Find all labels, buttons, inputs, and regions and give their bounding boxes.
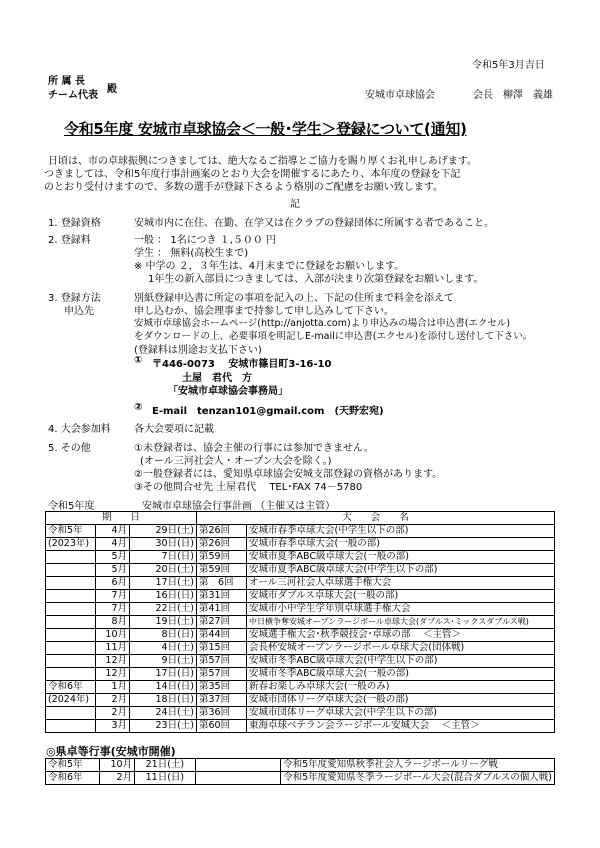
era-cell — [46, 603, 96, 616]
item4-label: 4. 大会参加料 — [48, 424, 111, 435]
item3-line-2: 申し込むか、協会理事まで持参して申し込みして下さい。 — [134, 306, 394, 317]
era-cell — [46, 720, 96, 733]
era-cell — [46, 564, 96, 577]
day-cell: 17日(土) — [130, 577, 197, 590]
item3-line-3: 安城市卓球協会ホームページ(http://anjotta.com)より申込みの場合は申込書(エクセル) — [134, 318, 511, 329]
month-cell: 5月 — [96, 564, 130, 577]
era-cell: (2023年) — [46, 538, 96, 551]
edition-cell: 第35回 — [197, 681, 247, 694]
month-cell: 2月 — [99, 772, 134, 785]
era-cell — [46, 642, 96, 655]
schedule-row — [46, 707, 555, 720]
item2-line-1: 一般 ： 1名につき １,５００ 円 — [134, 235, 277, 246]
edition-cell: 第37回 — [197, 694, 247, 707]
era-cell: (2024年) — [46, 694, 96, 707]
era-cell: 令和5年 — [46, 759, 100, 772]
day-cell: 4日(土) — [130, 642, 197, 655]
schedule-row — [46, 616, 555, 629]
month-cell: 7月 — [96, 590, 130, 603]
item2-label: 2. 登録料 — [48, 235, 91, 246]
edition-cell: 第26回 — [197, 538, 247, 551]
item3-sublabel: 申込先 — [64, 306, 94, 317]
edition-cell: 第57回 — [197, 655, 247, 668]
schedule-year: 令和5年度 — [48, 501, 95, 512]
schedule-row — [46, 681, 555, 694]
event-name-cell: 安城市小中学生学年別卓球選手権大会 — [247, 603, 555, 616]
event-name-cell: 安城市春季卓球大会(中学生以下の部) — [247, 525, 555, 538]
schedule-row — [46, 590, 555, 603]
address-mark: ① — [134, 355, 143, 366]
day-cell: 24日(土) — [130, 707, 197, 720]
edition-cell: 第44回 — [197, 629, 247, 642]
edition-cell: 第26回 — [197, 525, 247, 538]
addressee-line2: チーム代表 — [48, 90, 98, 101]
item3-label: 3. 登録方法 — [48, 293, 101, 304]
month-cell: 10月 — [99, 759, 134, 772]
edition-cell: 第31回 — [197, 590, 247, 603]
address-name: 土屋 君代 方 — [182, 373, 252, 384]
prefecture-row — [46, 772, 555, 785]
edition-cell: 第41回 — [197, 603, 247, 616]
edition-cell: 第60回 — [197, 720, 247, 733]
day-cell: 23日(土) — [130, 720, 197, 733]
event-name-cell: 会長杯安城オープンラージボール卓球大会(団体戦) — [247, 642, 555, 655]
month-cell: 5月 — [96, 551, 130, 564]
day-cell: 22日(土) — [130, 603, 197, 616]
day-cell: 30日(日) — [130, 538, 197, 551]
item1-label: 1. 登録資格 — [48, 218, 101, 229]
issue-date: 令和5年3月吉日 — [472, 60, 545, 71]
era-cell: 令和5年 — [46, 525, 96, 538]
era-cell — [46, 668, 96, 681]
intro-line-3: のとおり受付けますので、多数の選手が登録下さるよう格別のご配慮をお願い致します。 — [44, 182, 443, 193]
ki-mark: 記 — [290, 199, 300, 210]
event-name-cell: 安城市ダブルス卓球大会(一般の部) — [247, 590, 555, 603]
schedule-row — [46, 603, 555, 616]
edition-cell: 第 6回 — [197, 577, 247, 590]
day-cell: 14日(日) — [130, 681, 197, 694]
month-cell: 3月 — [96, 720, 130, 733]
day-cell: 19日(土) — [130, 616, 197, 629]
day-cell: 8日(日) — [130, 629, 197, 642]
edition-cell: 第36回 — [197, 707, 247, 720]
event-name-cell: 令和5年度愛知県冬季ラージボール大会(混合ダブルスの個人戦) — [281, 772, 555, 785]
schedule-row — [46, 564, 555, 577]
day-cell: 9日(土) — [130, 655, 197, 668]
blank-cell — [195, 759, 280, 772]
event-name-cell: 東海卓球ベテラン会ラージボール安城大会 ＜主管＞ — [247, 720, 555, 733]
schedule-row — [46, 668, 555, 681]
month-cell: 12月 — [96, 655, 130, 668]
edition-cell: 第57回 — [197, 668, 247, 681]
item5-line-4: ③その他問合せ先 土屋君代 TEL･FAX 74－5780 — [134, 482, 363, 493]
schedule-row — [46, 525, 555, 538]
event-name-cell: 中日横争奪安城オープンラージボール卓球大会(ダブルス･ミックスダブルス戦) — [247, 616, 555, 629]
era-cell: 令和6年 — [46, 681, 96, 694]
day-cell: 21日(土) — [135, 759, 196, 772]
event-name-cell: 令和5年度愛知県秋季社会人ラージボールリーグ戦 — [281, 759, 555, 772]
event-name-cell: 安城市冬季ABC級卓球大会(中学生以下の部) — [247, 655, 555, 668]
prefecture-row — [46, 759, 555, 772]
item5-line-2: (オール三河社会人・オープン大会を除く。) — [140, 456, 332, 467]
era-cell — [46, 655, 96, 668]
schedule-header-row — [46, 512, 555, 525]
address-office: 「安城市卓球協会事務局」 — [168, 386, 288, 397]
event-name-cell: 安城市春季卓球大会(一般の部) — [247, 538, 555, 551]
schedule-table — [45, 511, 555, 733]
item3-line-4: をダウンロードの上、必要事項を明記しE-mailに申込書(エクセル)を添付し送付して下さい。 — [134, 331, 533, 342]
item2-line-3: ※ 中学の ２，３年生は、4月末までに登録をお願いします。 — [134, 261, 405, 272]
item5-label: 5. その他 — [48, 443, 91, 454]
schedule-row — [46, 720, 555, 733]
month-cell: 8月 — [96, 616, 130, 629]
addressee-dono: 殿 — [107, 84, 117, 95]
day-cell: 16日(日) — [130, 590, 197, 603]
item3-line-5: (登録料は別途お支払下さい) — [134, 345, 262, 356]
month-cell: 2月 — [96, 694, 130, 707]
month-cell: 2月 — [96, 707, 130, 720]
event-name-cell: 安城市夏季ABC級卓球大会(中学生以下の部) — [247, 564, 555, 577]
month-cell: 6月 — [96, 577, 130, 590]
month-cell: 10月 — [96, 629, 130, 642]
day-cell: 11日(日) — [135, 772, 196, 785]
day-cell: 7日(日) — [130, 551, 197, 564]
event-name-cell: 安城市冬季ABC級卓球大会(一般の部) — [247, 668, 555, 681]
intro-line-1: 日頃は、市の卓球振興につきましては、絶大なるご指導とご協力を賜り厚くお礼申しあげます。 — [48, 156, 477, 167]
day-cell: 20日(土) — [130, 564, 197, 577]
page-title: 令和5年度 安城市卓球協会＜一般･学生＞登録について(通知) — [64, 120, 467, 138]
sender-person: 会長 柳澤 義雄 — [473, 90, 553, 101]
era-cell — [46, 590, 96, 603]
month-cell: 12月 — [96, 668, 130, 681]
schedule-row — [46, 538, 555, 551]
schedule-row — [46, 655, 555, 668]
day-cell: 29日(土) — [130, 525, 197, 538]
event-name-cell: 安城市団体リーグ卓球大会(一般の部) — [247, 694, 555, 707]
era-cell: 令和6年 — [46, 772, 100, 785]
month-cell: 4月 — [96, 525, 130, 538]
era-cell — [46, 629, 96, 642]
schedule-row — [46, 577, 555, 590]
edition-cell: 第15回 — [197, 642, 247, 655]
schedule-row — [46, 694, 555, 707]
month-cell: 1月 — [96, 681, 130, 694]
item5-line-3: ②一般登録者には、愛知県卓球協会安城支部登録の資格があります。 — [134, 469, 443, 480]
event-name-cell: 安城選手権大会･秋季競技会･卓球の部 ＜主管＞ — [247, 629, 555, 642]
schedule-title: 安城市卓球協会行事計画 （主催又は主管） — [142, 501, 336, 512]
item3-line-1: 別紙登録申込書に所定の事項を記入の上、下記の住所まで料金を添えて — [134, 293, 454, 304]
edition-cell: 第59回 — [197, 551, 247, 564]
era-cell — [46, 551, 96, 564]
edition-cell: 第27回 — [197, 616, 247, 629]
item2-line-2: 学生 ： 無料(高校生まで) — [134, 248, 249, 259]
col-name-header: 大 会 名 — [197, 512, 555, 525]
month-cell: 11月 — [96, 642, 130, 655]
item5-line-1: ①未登録者は、協会主催の行事には参加できません。 — [134, 443, 374, 454]
schedule-row — [46, 551, 555, 564]
event-name-cell: オール三河社会人卓球選手権大会 — [247, 577, 555, 590]
month-cell: 7月 — [96, 603, 130, 616]
era-cell — [46, 577, 96, 590]
addressee-line1: 所 属 長 — [48, 76, 85, 87]
month-cell: 4月 — [96, 538, 130, 551]
edition-cell: 第59回 — [197, 564, 247, 577]
schedule-row — [46, 629, 555, 642]
col-date-header: 期 日 — [46, 512, 197, 525]
day-cell: 17日(日) — [130, 668, 197, 681]
day-cell: 18日(日) — [130, 694, 197, 707]
mail-mark: ② — [134, 402, 143, 413]
item2-line-4: 1年生の新入部員につきましては、入部が決まり次第登録をお願いします。 — [148, 274, 484, 285]
event-name-cell: 新春お楽しみ卓球大会(一般のみ) — [247, 681, 555, 694]
prefecture-heading: ◎県卓等行事(安城市開催) — [46, 745, 176, 758]
event-name-cell: 安城市夏季ABC級卓球大会(一般の部) — [247, 551, 555, 564]
era-cell — [46, 616, 96, 629]
sender-org: 安城市卓球協会 — [365, 90, 435, 101]
item4-text: 各大会要項に記載 — [134, 424, 214, 435]
address-line: 〒446-0073 安城市篠目町3-16-10 — [152, 359, 332, 370]
blank-cell — [195, 772, 280, 785]
item1-text: 安城市内に在住、在勤、在学又は在クラブの登録団体に所属する者であること。 — [134, 218, 494, 229]
event-name-cell: 安城市団体リーグ卓球大会(中学生以下の部) — [247, 707, 555, 720]
era-cell — [46, 707, 96, 720]
prefecture-table — [45, 758, 555, 785]
schedule-row — [46, 642, 555, 655]
mail-line: E-mail tenzan101@gmail.com (天野宏宛) — [152, 406, 384, 417]
intro-line-2: つきましては、令和5年度行事計画案のとおり大会を開催するにあたり、本年度の登録を下記 — [44, 169, 461, 180]
